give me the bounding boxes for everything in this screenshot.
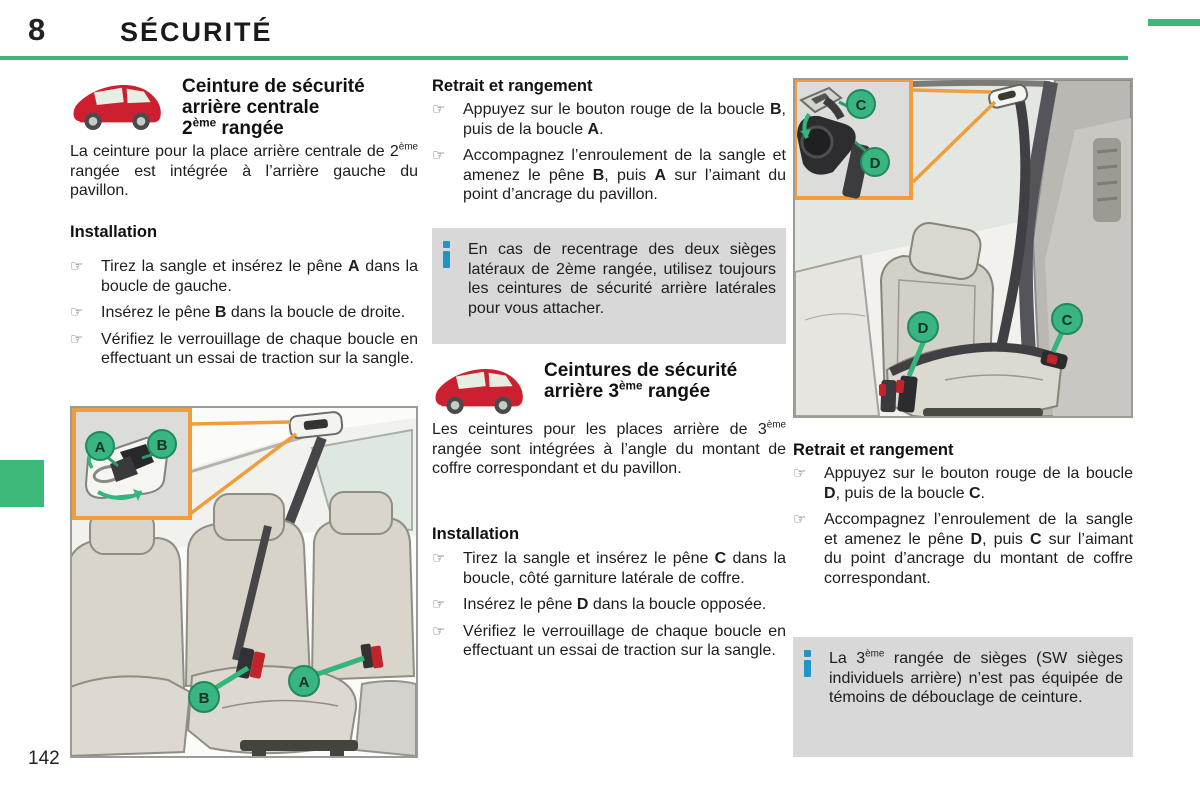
pointing-hand-icon: ☞ xyxy=(432,596,446,613)
red-car-icon xyxy=(70,78,166,134)
section-row3-title: Ceintures de sécurité arrière 3ème rangée xyxy=(544,360,738,402)
list-item xyxy=(432,100,786,139)
info-icon xyxy=(804,650,811,677)
retrait-list-row3 xyxy=(793,464,1133,595)
pointing-hand-icon: ☞ xyxy=(432,550,446,567)
info-box-row3 xyxy=(793,637,1133,757)
red-car-icon xyxy=(432,362,528,418)
installation-heading-row3: Installation xyxy=(432,525,520,543)
list-item-text: Accompagnez l’enroulement de la sangle et amenez le pêne B, puis A sur l’aimant du point d’ancrage du pavillon. xyxy=(463,147,786,203)
figure-label-seat-c: C xyxy=(1061,312,1073,329)
pointing-hand-icon: ☞ xyxy=(793,511,807,528)
figure-row2-seats xyxy=(70,406,418,758)
pointing-hand-icon: ☞ xyxy=(432,101,446,118)
list-item xyxy=(793,464,1133,503)
figure-label-seat-b: B xyxy=(198,690,210,707)
figure-label-inset-a: A xyxy=(94,439,106,456)
section-row2-header xyxy=(70,76,418,139)
pointing-hand-icon: ☞ xyxy=(793,465,807,482)
page-title: SÉCURITÉ xyxy=(120,17,273,47)
chapter-number: 8 xyxy=(28,12,46,47)
list-item-text: Tirez la sangle et insérez le pêne A dans la boucle de gauche. xyxy=(101,258,418,295)
section-row2-intro: La ceinture pour la place arrière centrale de 2ème rangée est intégrée à l’arrière gauche du pavillon. xyxy=(70,141,418,199)
list-item-text: Insérez le pêne B dans la boucle de droite. xyxy=(101,304,406,321)
figure-label-inset-c: C xyxy=(855,97,867,114)
info-box-row2 xyxy=(432,228,786,344)
info-box-text: En cas de recentrage des deux sièges latéraux de 2ème rangée, utilisez toujours les ceintures de sécurité arrière latérales pour vous attacher. xyxy=(468,241,776,317)
list-item-text: Tirez la sangle et insérez le pêne C dans la boucle, côté garniture latérale de coffre. xyxy=(463,550,786,587)
list-item-text: Appuyez sur le bouton rouge de la boucle B, puis de la boucle A. xyxy=(463,101,786,138)
figure-row3-seat xyxy=(793,78,1133,418)
retrait-heading-row3: Retrait et rangement xyxy=(793,441,954,459)
list-item-text: Appuyez sur le bouton rouge de la boucle D, puis de la boucle C. xyxy=(824,465,1133,502)
list-item xyxy=(432,146,786,205)
section-row3-intro: Les ceintures pour les places arrière de 3ème rangée sont intégrées à l’angle du montant de coffre correspondant et du pavillon. xyxy=(432,419,786,477)
retrait-heading-row2: Retrait et rangement xyxy=(432,77,593,95)
figure-label-inset-d: D xyxy=(869,155,881,172)
figure-label-seat-a: A xyxy=(298,674,310,691)
list-item xyxy=(70,330,418,369)
pointing-hand-icon: ☞ xyxy=(70,304,84,321)
list-item xyxy=(793,510,1133,588)
list-item xyxy=(70,303,418,323)
section-row2-title: Ceinture de sécurité arrière centrale 2ème rangée xyxy=(182,76,365,139)
list-item xyxy=(432,549,786,588)
pointing-hand-icon: ☞ xyxy=(432,147,446,164)
installation-heading-row2: Installation xyxy=(70,223,158,241)
list-item-text: Insérez le pêne D dans la boucle opposée. xyxy=(463,596,767,613)
pointing-hand-icon: ☞ xyxy=(70,258,84,275)
figure-label-inset-b: B xyxy=(156,437,168,454)
list-item xyxy=(432,595,786,615)
info-icon xyxy=(443,241,450,268)
list-item xyxy=(70,257,418,296)
pointing-hand-icon: ☞ xyxy=(432,622,446,640)
list-item-text: Vérifiez le verrouillage de chaque boucle en effectuant un essai de traction sur la sangle. xyxy=(101,330,418,367)
section-row3-header xyxy=(432,360,786,418)
page-edge-marker-top xyxy=(1148,19,1200,26)
roof-anchor xyxy=(289,411,343,438)
list-item xyxy=(432,622,786,661)
pointing-hand-icon: ☞ xyxy=(70,330,84,348)
figure-label-seat-d: D xyxy=(917,320,929,337)
list-item-text: Vérifiez le verrouillage de chaque boucle en effectuant un essai de traction sur la sangle. xyxy=(463,622,786,659)
installation-list-row2 xyxy=(70,257,418,376)
info-box-text: La 3ème rangée de sièges (SW sièges individuels arrière) n’est pas équipée de témoins de débouclage de ceinture. xyxy=(829,648,1124,706)
header-rule xyxy=(0,56,1128,60)
retrait-list-row2 xyxy=(432,100,786,212)
chapter-edge-tab xyxy=(0,460,44,507)
list-item-text: Accompagnez l’enroulement de la sangle et amenez le pêne D, puis C sur l’aimant du point d’ancrage du montant de coffre correspondant. xyxy=(824,511,1134,587)
page-number: 142 xyxy=(28,748,60,769)
installation-list-row3 xyxy=(432,549,786,668)
